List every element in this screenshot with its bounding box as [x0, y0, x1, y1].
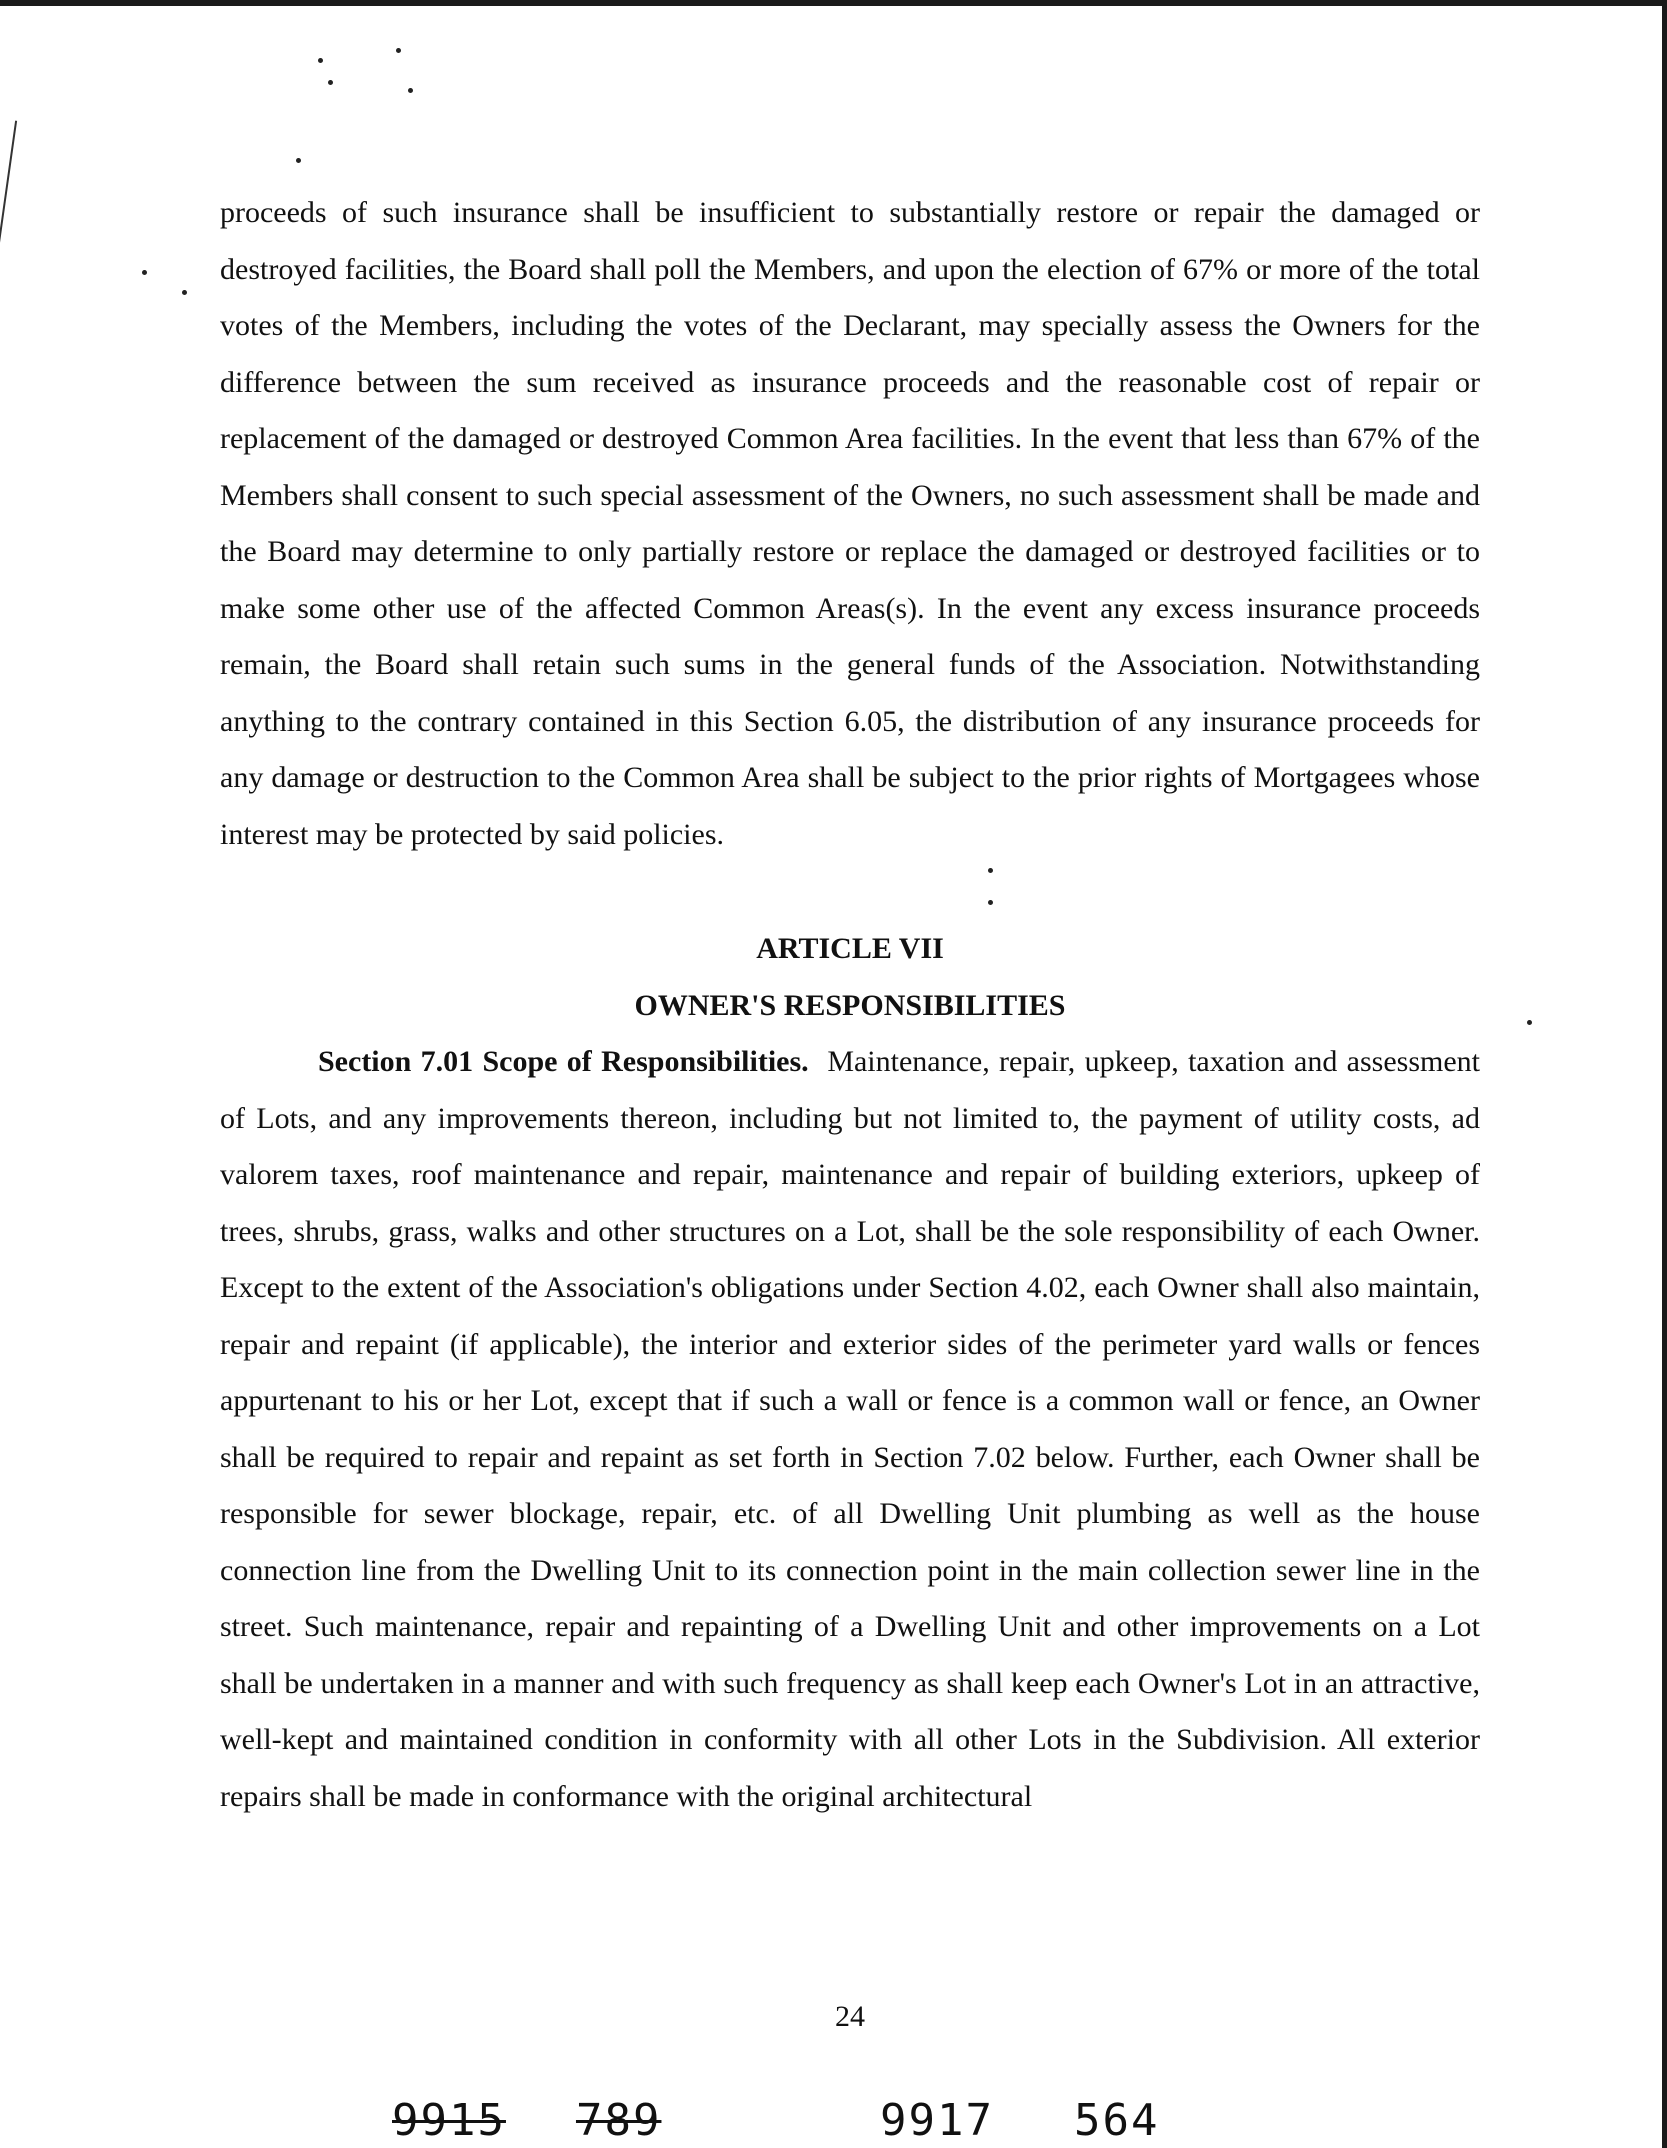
scan-edge-left [0, 121, 17, 280]
article-title-heading: OWNER'S RESPONSIBILITIES [634, 988, 1066, 1022]
scan-speck [182, 290, 187, 295]
stamp-right-page: 564 [1073, 2095, 1160, 2146]
scan-speck [328, 80, 333, 85]
recording-stamp-right [880, 2095, 1159, 2146]
scan-speck [1527, 1020, 1532, 1025]
stamp-right-book: 9917 [880, 2095, 994, 2146]
section-7-01-title: Section 7.01 Scope of Responsibilities. [318, 1045, 809, 1078]
scan-speck [318, 58, 323, 63]
document-body [220, 185, 1480, 1825]
scan-speck [408, 88, 413, 93]
article-number-heading: ARTICLE VII [756, 932, 944, 965]
stamp-left-page: 789 [575, 2095, 662, 2146]
stamp-left-book: 9915 [392, 2095, 506, 2146]
page-number: 24 [835, 2000, 865, 2033]
scan-edge-top [0, 0, 1667, 6]
continuation-paragraph: proceeds of such insurance shall be insufficient to substantially restore or repair the damaged or destroyed facilities, the Board shall poll the Members, and upon the election of 67% or more of the total votes of the Members, including the votes of the Declarant, may specially assess the Owners for the difference between the sum received as insurance proceeds and the reasonable cost of repair or replacement of the damaged or destroyed Common Area facilities. In the event that less than 67% of the Members shall consent to such special assessment of the Owners, no such assessment shall be made and the Board may determine to only partially restore or replace the damaged or destroyed facilities or to make some other use of the affected Common Areas(s). In the event any excess insurance proceeds remain, the Board shall retain such sums in the general funds of the Association. Notwithstanding anything to the contrary contained in this Section 6.05, the distribution of any insurance proceeds for any damage or destruction to the Common Area shall be subject to the prior rights of Mortgagees whose interest may be protected by said policies. [220, 196, 1480, 851]
scan-speck [296, 158, 301, 163]
scan-speck [396, 48, 401, 53]
scan-edge-right [1662, 0, 1667, 2148]
recording-stamp-left [392, 2095, 661, 2146]
scan-speck [142, 270, 147, 275]
section-7-01-paragraph [220, 1034, 1480, 1825]
section-7-01-text: Maintenance, repair, upkeep, taxation and assessment of Lots, and any improvements thereon, including but not limited to, the payment of utility costs, ad valorem taxes, roof maintenance and repair, maintenance and repair of building exteriors, upkeep of trees, shrubs, grass, walks and other structures on a Lot, shall be the sole responsibility of each Owner. Except to the extent of the Association's obligations under Section 4.02, each Owner shall also maintain, repair and repaint (if applicable), the interior and exterior sides of the perimeter yard walls or fences appurtenant to his or her Lot, except that if such a wall or fence is a common wall or fence, an Owner shall be required to repair and repaint as set forth in Section 7.02 below. Further, each Owner shall be responsible for sewer blockage, repair, etc. of all Dwelling Unit plumbing as well as the house connection line from the Dwelling Unit to its connection point in the main collection sewer line in the street. Such maintenance, repair and repainting of a Dwelling Unit and other improvements on a Lot shall be undertaken in a manner and with such frequency as shall keep each Owner's Lot in an attractive, well-kept and maintained condition in conformity with all other Lots in the Subdivision. All exterior repairs shall be made in conformance with the original architectural [220, 1045, 1480, 1813]
